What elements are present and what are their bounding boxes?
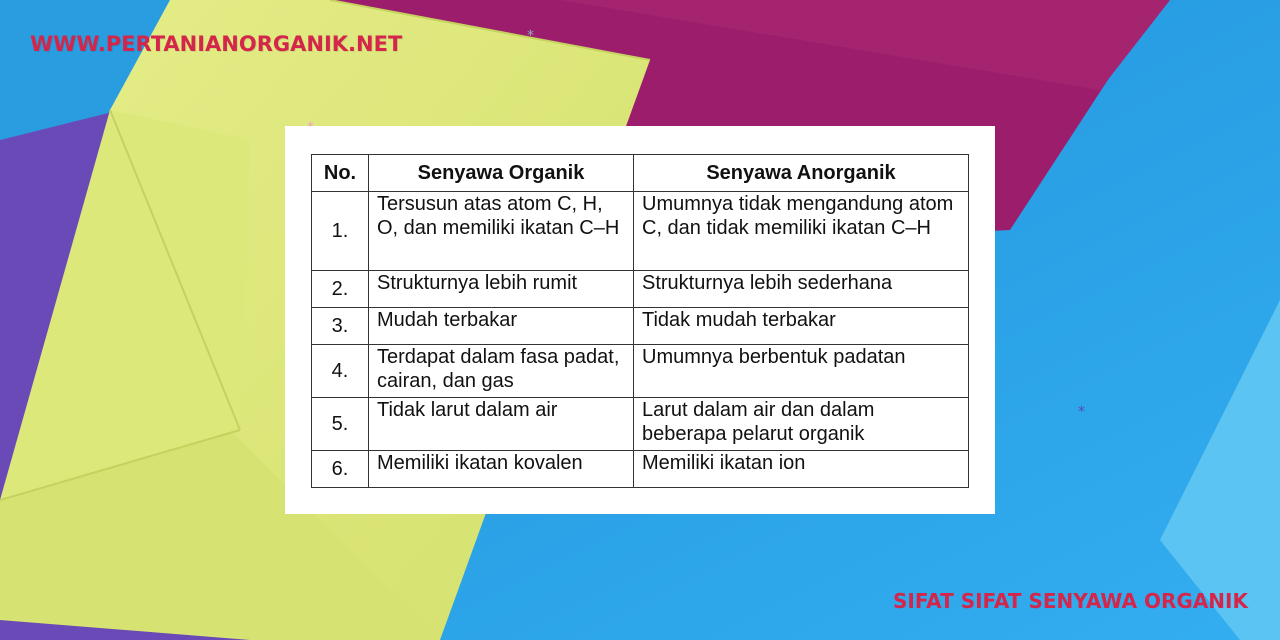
organik-cell: Tidak larut dalam air	[369, 398, 634, 451]
row-number: 4.	[312, 345, 369, 398]
row-number: 1.	[312, 192, 369, 271]
anorganik-cell: Umumnya berbentuk padatan	[634, 345, 969, 398]
table-row	[312, 398, 969, 451]
page-caption: SIFAT SIFAT SENYAWA ORGANIK	[892, 589, 1248, 613]
row-number: 2.	[312, 271, 369, 308]
organik-cell: Mudah terbakar	[369, 308, 634, 345]
table-row	[312, 345, 969, 398]
row-number: 6.	[312, 451, 369, 488]
row-number: 3.	[312, 308, 369, 345]
header-no: No.	[312, 155, 369, 192]
comparison-card	[285, 126, 995, 514]
svg-text:*: *	[1078, 404, 1085, 420]
header-organik: Senyawa Organik	[369, 155, 634, 192]
table-row	[312, 451, 969, 488]
table-row	[312, 308, 969, 345]
comparison-table	[311, 154, 969, 488]
anorganik-cell: Memiliki ikatan ion	[634, 451, 969, 488]
organik-cell: Terdapat dalam fasa padat, cairan, dan gas	[369, 345, 634, 398]
organik-cell: Tersusun atas atom C, H, O, dan memiliki ikatan C–H	[369, 192, 634, 271]
organik-cell: Strukturnya lebih rumit	[369, 271, 634, 308]
anorganik-cell: Larut dalam air dan dalam beberapa pelarut organik	[634, 398, 969, 451]
table-row	[312, 192, 969, 271]
table-header-row	[312, 155, 969, 192]
header-anorganik: Senyawa Anorganik	[634, 155, 969, 192]
row-number: 5.	[312, 398, 369, 451]
svg-text:*: *	[527, 28, 534, 44]
anorganik-cell: Umumnya tidak mengandung atom C, dan tidak memiliki ikatan C–H	[634, 192, 969, 271]
anorganik-cell: Strukturnya lebih sederhana	[634, 271, 969, 308]
anorganik-cell: Tidak mudah terbakar	[634, 308, 969, 345]
organik-cell: Memiliki ikatan kovalen	[369, 451, 634, 488]
site-watermark: WWW.PERTANIANORGANIK.NET	[30, 32, 403, 56]
table-row	[312, 271, 969, 308]
